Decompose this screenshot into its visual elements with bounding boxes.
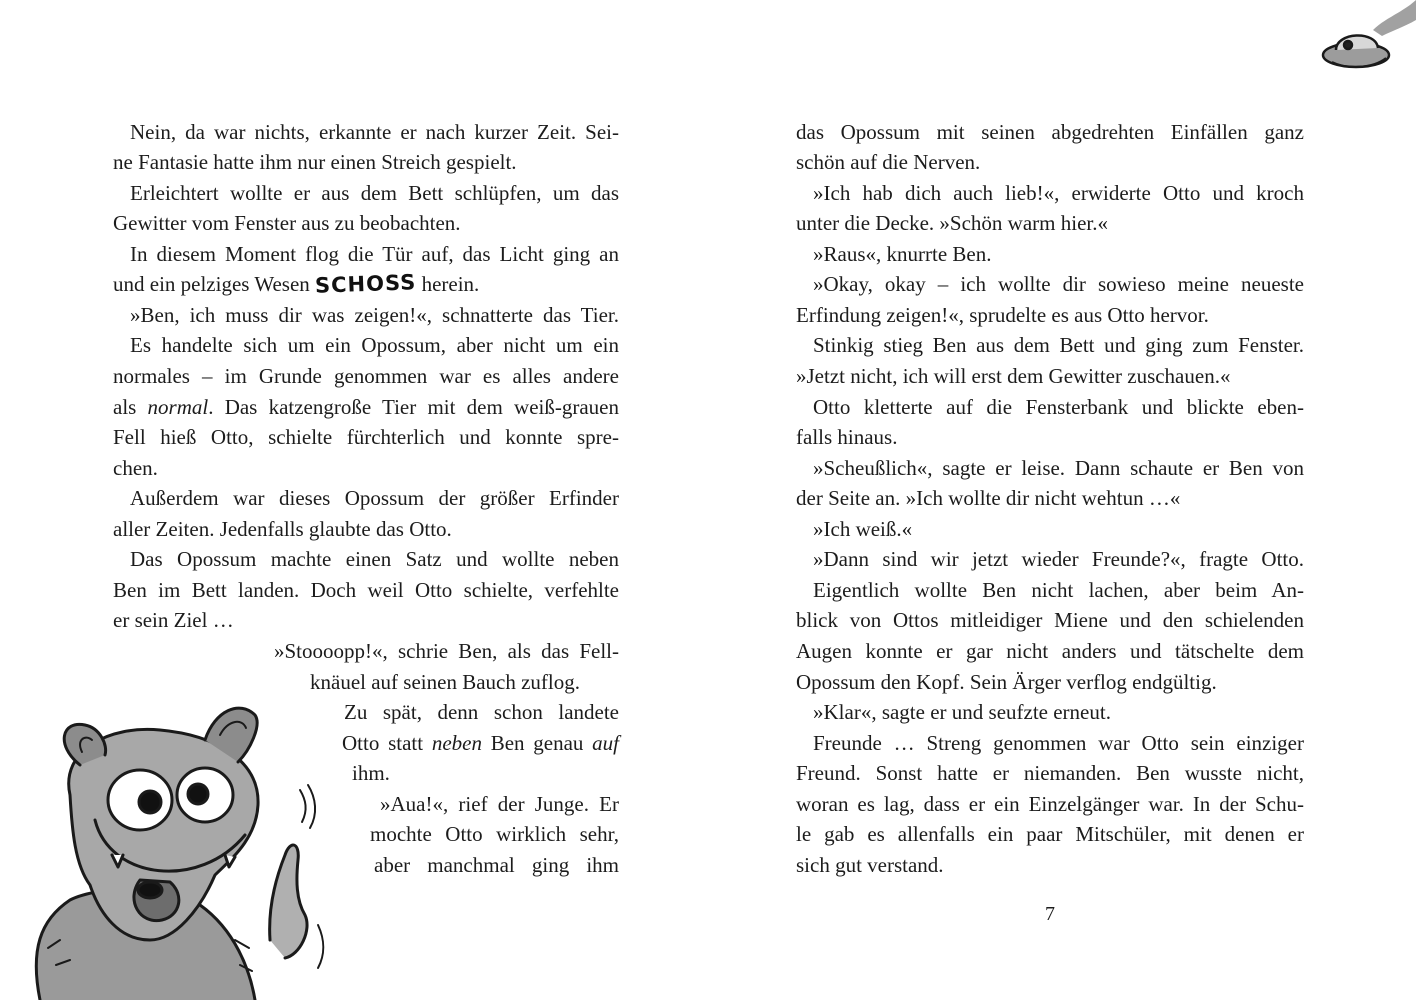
text-line: falls hinaus. (796, 425, 898, 449)
text-line: »Scheußlich«, sagte er leise. Dann schaute er Ben von (813, 456, 1304, 480)
text-line: »Dann sind wir jetzt wieder Freunde?«, fragte Otto. (813, 547, 1304, 571)
text-segment: und ein pelziges Wesen (113, 272, 316, 296)
text-line: Stinkig stieg Ben aus dem Bett und ging zum Fenster. (813, 333, 1304, 357)
text-segment: als (113, 395, 148, 419)
text-line: knäuel auf seinen Bauch zuflog. (310, 670, 580, 694)
text-line: Freunde … Streng genommen war Otto sein einziger (813, 731, 1304, 755)
text-line: Nein, da war nichts, erkannte er nach kurzer Zeit. Sei- (130, 120, 619, 144)
text-line: Gewitter vom Fenster aus zu beobachten. (113, 211, 461, 235)
schoss-onomatopoeia: SCHOSS (314, 270, 417, 298)
text-line: chen. (113, 456, 158, 480)
flying-saucer-illustration (1318, 0, 1416, 82)
text-line: Außerdem war dieses Opossum der größer Erfinder (130, 486, 619, 510)
text-line: »Jetzt nicht, ich will erst dem Gewitter zuschauen.« (796, 364, 1231, 388)
text-segment: Ben genau (481, 731, 593, 755)
page-number: 7 (1045, 903, 1055, 925)
text-line: Ben im Bett landen. Doch weil Otto schielte, verfehlte (113, 578, 619, 602)
text-line: sich gut verstand. (796, 853, 944, 877)
text-line: Das Opossum machte einen Satz und wollte neben (130, 547, 619, 571)
text-segment: Otto statt (342, 731, 432, 755)
text-line (113, 394, 619, 420)
italic-word: neben (431, 731, 482, 755)
text-line: Eigentlich wollte Ben nicht lachen, aber beim An- (813, 578, 1304, 602)
text-line: ihm. (352, 761, 390, 785)
text-line: Freund. Sonst hatte er niemanden. Ben wusste nicht, (796, 761, 1304, 785)
text-line (342, 730, 619, 756)
text-line: aller Zeiten. Jedenfalls glaubte das Otto. (113, 517, 452, 541)
text-segment: . Das katzengroße Tier mit dem weiß-grauen (208, 395, 619, 419)
text-line: normales – im Grunde genommen war es alles andere (113, 364, 619, 388)
text-line: ne Fantasie hatte ihm nur einen Streich gespielt. (113, 150, 517, 174)
text-line: Augen konnte er gar nicht anders und tätschelte dem (796, 639, 1304, 663)
text-line: schön auf die Nerven. (796, 150, 981, 174)
text-line: Zu spät, denn schon landete (344, 700, 619, 724)
text-line: Erleichtert wollte er aus dem Bett schlüpfen, um das (130, 181, 619, 205)
text-line: »Okay, okay – ich wollte dir sowieso meine neueste (813, 272, 1304, 296)
text-line: aber manchmal ging ihm (374, 853, 619, 877)
text-line: »Aua!«, rief der Junge. Er (380, 792, 619, 816)
text-line (113, 271, 619, 297)
text-line: Otto kletterte auf die Fensterbank und blickte eben- (813, 395, 1304, 419)
text-line: der Seite an. »Ich wollte dir nicht wehtun …« (796, 486, 1181, 510)
text-line: »Raus«, knurrte Ben. (813, 242, 992, 266)
text-line: le gab es allenfalls ein paar Mitschüler, mit denen er (796, 822, 1304, 846)
text-line: Fell hieß Otto, schielte fürchterlich und konnte spre- (113, 425, 619, 449)
text-line: mochte Otto wirklich sehr, (370, 822, 619, 846)
italic-word: auf (592, 731, 619, 755)
text-line: In diesem Moment flog die Tür auf, das Licht ging an (130, 242, 619, 266)
italic-word: normal (147, 395, 209, 419)
text-line: woran es lag, dass er ein Einzelgänger war. In der Schu- (796, 792, 1304, 816)
text-line: »Ben, ich muss dir was zeigen!«, schnatterte das Tier. (130, 303, 619, 327)
text-line: er sein Ziel … (113, 608, 234, 632)
text-line: blick von Ottos mitleidiger Miene und den schielenden (796, 608, 1304, 632)
text-line: »Ich weiß.« (813, 517, 913, 541)
text-line: das Opossum mit seinen abgedrehten Einfällen ganz (796, 120, 1304, 144)
text-line: »Stoooopp!«, schrie Ben, als das Fell- (274, 639, 619, 663)
text-line: Opossum den Kopf. Sein Ärger verflog endgültig. (796, 670, 1217, 694)
text-line: Erfindung zeigen!«, sprudelte es aus Otto hervor. (796, 303, 1209, 327)
text-line: »Ich hab dich auch lieb!«, erwiderte Otto und kroch (813, 181, 1304, 205)
text-line: »Klar«, sagte er und seufzte erneut. (813, 700, 1111, 724)
text-line: Es handelte sich um ein Opossum, aber nicht um ein (130, 333, 619, 357)
text-line: unter die Decke. »Schön warm hier.« (796, 211, 1108, 235)
opossum-illustration (0, 690, 340, 1000)
text-segment: herein. (416, 272, 480, 296)
